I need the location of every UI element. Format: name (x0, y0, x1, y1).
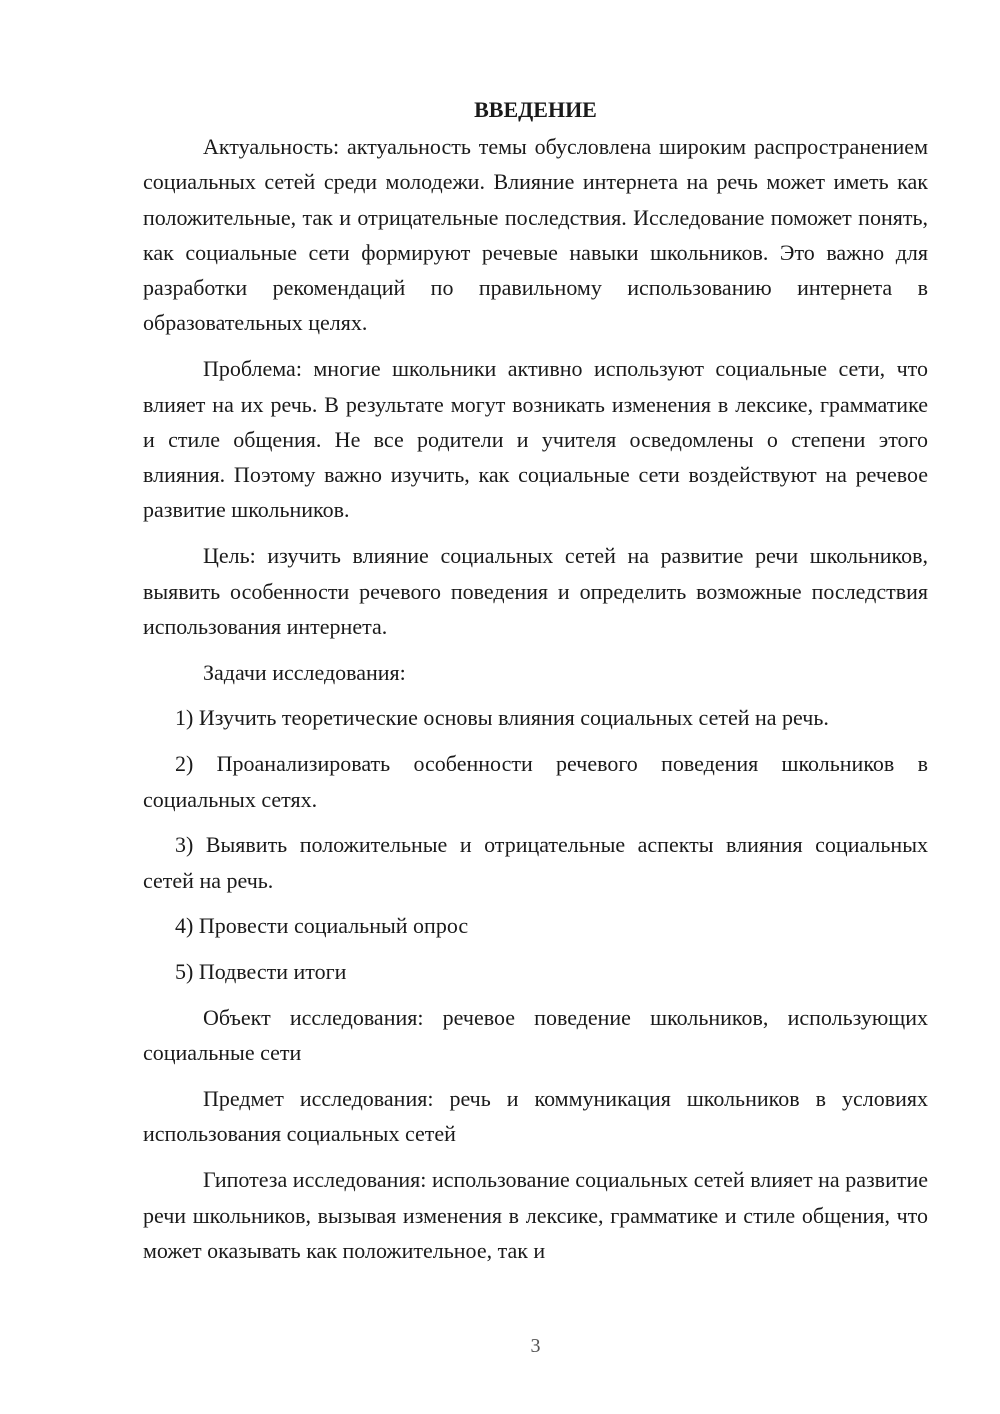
task-item-5: 5) Подвести итоги (175, 959, 347, 985)
task-item-1: 1) Изучить теоретические основы влияния социальных сетей на речь. (175, 705, 829, 731)
goal-paragraph: Цель: изучить влияние социальных сетей на развитие речи школьников, выявить особенности речевого поведения и определить возможные последствия использования интернета. (143, 543, 928, 639)
page-number: 3 (530, 1335, 541, 1357)
research-subject-paragraph: Предмет исследования: речь и коммуникация школьников в условиях использования социальных сетей (143, 1086, 928, 1147)
document-page (143, 92, 928, 1279)
research-object-paragraph: Объект исследования: речевое поведение школьников, использующих социальные сети (143, 1005, 928, 1066)
task-item-3: 3) Выявить положительные и отрицательные аспекты влияния социальных сетей на речь. (143, 832, 928, 893)
problem-paragraph: Проблема: многие школьники активно используют социальные сети, что влияет на их речь. В результате могут возникать изменения в лексике, грамматике и стиле общения. Не все родители и учителя осведомлены о степени этого влияния. Поэтому важно изучить, как социальные сети воздействуют на речевое развитие школьников. (143, 356, 928, 523)
section-heading: ВВЕДЕНИЕ (474, 97, 597, 122)
relevance-paragraph: Актуальность: актуальность темы обусловлена широким распространением социальных сетей среди молодежи. Влияние интернета на речь может иметь как положительные, так и отрицательные последствия. Исследование поможет понять, как социальные сети формируют речевые навыки школьников. Это важно для разработки рекомендаций по правильному использованию интернета в образовательных целях. (143, 134, 928, 336)
hypothesis-paragraph: Гипотеза исследования: использование социальных сетей влияет на развитие речи школьников, вызывая изменения в лексике, грамматике и стиле общения, что может оказывать как положительное, так и (143, 1167, 928, 1263)
tasks-heading: Задачи исследования: (203, 659, 406, 685)
task-item-4: 4) Провести социальный опрос (175, 913, 469, 939)
task-item-2: 2) Проанализировать особенности речевого поведения школьников в социальных сетях. (143, 751, 928, 812)
